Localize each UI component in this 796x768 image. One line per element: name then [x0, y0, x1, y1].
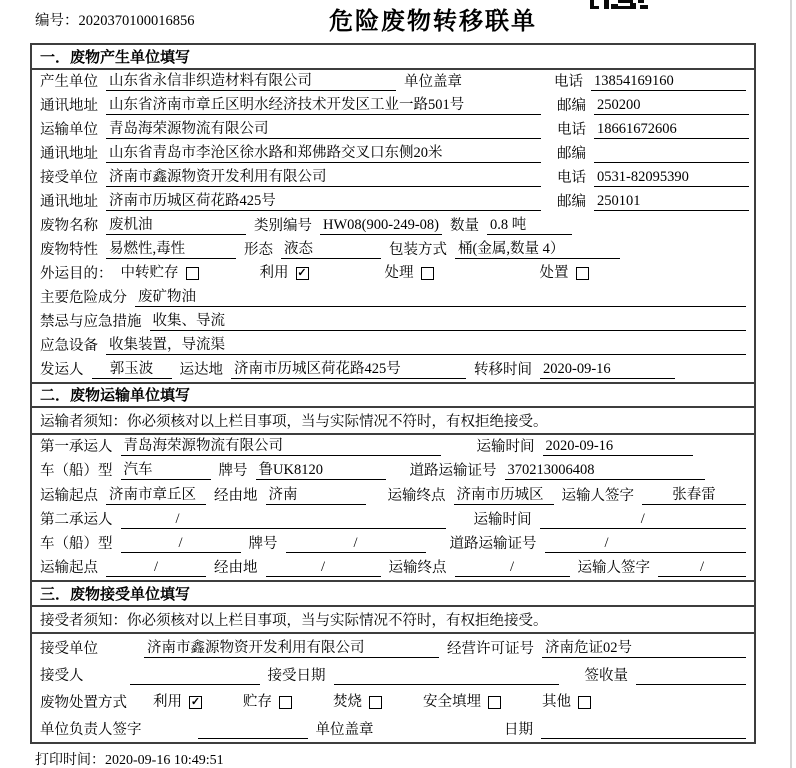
- field-value: 济南市历城区荷花路425号: [106, 192, 541, 211]
- spacer: [106, 657, 136, 658]
- field-value: 济南市历城区: [454, 486, 554, 505]
- form-row: [32, 483, 754, 507]
- form-row: [32, 310, 754, 334]
- checkbox-option: [542, 693, 591, 712]
- field-label: 运输单位: [40, 121, 98, 138]
- field-label: 运输时间: [473, 511, 532, 528]
- field-label: 运达地: [179, 361, 223, 378]
- field-value: [636, 666, 746, 685]
- field-value: /: [540, 510, 747, 529]
- check-mark-icon: ✓: [190, 695, 201, 708]
- field-label: 运输终点: [388, 560, 447, 577]
- spacer: [317, 282, 377, 283]
- field-value: 液态: [281, 240, 381, 259]
- field-value: 济南危证02号: [542, 639, 746, 658]
- form-row: [32, 715, 754, 742]
- field-label: 接受单位: [40, 169, 98, 186]
- spacer: [300, 711, 325, 712]
- form-row: [32, 214, 754, 238]
- form-section: [32, 580, 754, 742]
- spacer: [442, 282, 532, 283]
- field-label: 运输终点: [387, 487, 446, 504]
- field-value: 0531-82095390: [594, 168, 749, 187]
- field-value: 2020-09-16: [540, 360, 675, 379]
- field-label: 包装方式: [389, 241, 447, 258]
- field-label: 单位盖章: [404, 73, 462, 90]
- spacer: [509, 711, 534, 712]
- spacer: [470, 90, 546, 91]
- form-row: [32, 286, 754, 310]
- field-label: 牌号: [218, 463, 248, 480]
- field-label: 邮编: [557, 97, 586, 114]
- field-value: /: [266, 558, 381, 577]
- checkbox-label: 利用: [259, 265, 289, 281]
- field-label: 单位负责人签字: [40, 721, 142, 738]
- section-title: 二．废物运输单位填写: [32, 384, 754, 409]
- field-value: 郭玉波: [92, 360, 172, 379]
- form-row: [32, 118, 754, 142]
- checkbox-label: 处理: [384, 265, 414, 281]
- field-value: 收集装置，导流渠: [106, 336, 746, 355]
- field-value: 废机油: [106, 216, 246, 235]
- form-row: [32, 661, 754, 688]
- field-label: 车（船）型: [40, 535, 113, 552]
- manifest-form: [30, 43, 756, 744]
- spacer: [382, 738, 497, 739]
- field-label: 运输时间: [476, 439, 535, 456]
- field-label: 道路运输证号: [409, 463, 497, 480]
- checkbox-label: 贮存: [243, 694, 272, 711]
- field-label: 签收量: [584, 667, 628, 684]
- spacer: [449, 455, 469, 456]
- checkbox-option: [153, 693, 202, 712]
- field-label: 主要危险成分: [40, 289, 127, 306]
- field-label: 第一承运人: [40, 439, 113, 456]
- serial-value: 2020370100016856: [78, 13, 195, 29]
- field-label: 经由地: [214, 487, 258, 504]
- form-row: [32, 459, 754, 483]
- field-label: 运输起点: [40, 487, 98, 504]
- field-label: 邮编: [557, 145, 586, 162]
- form-section: [32, 45, 754, 382]
- spacer: [135, 711, 145, 712]
- field-value: [334, 666, 559, 685]
- field-label: 电话: [557, 169, 586, 186]
- spacer: [434, 552, 442, 553]
- field-label: 道路运输证号: [449, 535, 537, 552]
- form-row: [32, 262, 754, 286]
- field-value: 济南市鑫源物资开发利用有限公司: [106, 168, 541, 187]
- field-label: 运输人签字: [561, 487, 634, 504]
- form-row: [32, 556, 754, 580]
- field-value: 济南市鑫源物资开发利用有限公司: [144, 639, 439, 658]
- field-label: 日期: [504, 721, 533, 738]
- field-value: 山东省济南市章丘区明水经济技术开发区工业一路501号: [106, 96, 541, 115]
- field-value: /: [121, 534, 241, 553]
- qr-code-fragment: [590, 0, 648, 9]
- field-value: 济南市历城区荷花路425号: [231, 360, 466, 379]
- section-note: 接受者须知：你必须核对以上栏目事项，当与实际情况不符时，有权拒绝接受。: [32, 607, 754, 634]
- checkbox-icon: [578, 696, 591, 709]
- field-value: 济南市章丘区: [106, 486, 206, 505]
- field-label: 应急设备: [40, 337, 98, 354]
- checkbox-label: 中转贮存: [120, 265, 179, 281]
- spacer: [454, 528, 466, 529]
- section-title: 一．废物产生单位填写: [32, 45, 754, 70]
- field-label: 外运目的：: [40, 265, 113, 282]
- field-label: 废物名称: [40, 217, 98, 234]
- field-value: [541, 720, 746, 739]
- checkbox-checked-icon: [189, 696, 202, 709]
- field-value: HW08(900-249-08): [320, 216, 442, 235]
- field-value: 2020-09-16: [543, 437, 693, 456]
- field-label: 禁忌与应急措施: [40, 313, 142, 330]
- field-label: 废物处置方式: [40, 694, 127, 711]
- field-value: [594, 144, 749, 163]
- print-time-label: 打印时间：: [35, 753, 105, 768]
- field-label: 经由地: [214, 560, 258, 577]
- checkbox-icon: [369, 696, 382, 709]
- field-value: 青岛海荣源物流有限公司: [121, 437, 441, 456]
- checkbox-label: 处置: [539, 265, 569, 281]
- field-label: 牌号: [248, 535, 278, 552]
- field-label: 电话: [557, 121, 586, 138]
- checkbox-option: [423, 693, 501, 712]
- form-row: [32, 508, 754, 532]
- field-value: 张春雷: [642, 486, 746, 505]
- field-value: 废矿物油: [135, 288, 746, 307]
- checkbox-option: [333, 693, 382, 712]
- section-note: 运输者须知：你必须核对以上栏目事项，当与实际情况不符时，有权拒绝接受。: [32, 408, 754, 435]
- spacer: [210, 711, 235, 712]
- checkbox-icon: [576, 267, 589, 280]
- field-value: 汽车: [121, 461, 211, 480]
- checkbox-label: 安全填埋: [423, 694, 481, 711]
- checkbox-icon: [421, 267, 434, 280]
- form-row: [32, 238, 754, 262]
- checkbox-icon: [488, 696, 501, 709]
- field-label: 形态: [244, 241, 273, 258]
- checkbox-icon: [186, 267, 199, 280]
- field-value: 13854169160: [591, 72, 746, 91]
- field-label: 通讯地址: [40, 97, 98, 114]
- field-label: 通讯地址: [40, 145, 98, 162]
- checkbox-option: [540, 264, 589, 283]
- checkbox-label: 其他: [542, 694, 571, 711]
- spacer: [150, 738, 190, 739]
- form-row: [32, 334, 754, 358]
- field-label: 第二承运人: [40, 511, 113, 528]
- form-section: [32, 382, 754, 581]
- field-label: 车（船）型: [40, 463, 113, 480]
- spacer: [92, 684, 122, 685]
- spacer: [207, 282, 252, 283]
- checkbox-option: [385, 264, 434, 283]
- checkbox-checked-icon: [296, 267, 309, 280]
- field-label: 运输人签字: [577, 560, 650, 577]
- field-value: 济南: [266, 486, 366, 505]
- spacer: [394, 479, 402, 480]
- check-mark-icon: ✓: [297, 266, 307, 279]
- print-time-value: 2020-09-16 10:49:51: [105, 753, 224, 768]
- field-value: /: [658, 558, 746, 577]
- checkbox-option: [243, 693, 292, 712]
- field-label: 电话: [554, 73, 583, 90]
- field-label: 通讯地址: [40, 193, 98, 210]
- checkbox-label: 焚烧: [333, 694, 362, 711]
- form-row: [32, 634, 754, 661]
- field-label: 接受单位: [40, 640, 98, 657]
- field-label: 接受日期: [267, 667, 326, 684]
- spacer: [390, 711, 415, 712]
- section-title: 三．废物接受单位填写: [32, 582, 754, 607]
- form-row: [32, 70, 754, 94]
- field-label: 接受人: [40, 667, 84, 684]
- form-row: [32, 532, 754, 556]
- field-value: 易燃性,毒性: [106, 240, 236, 259]
- field-value: /: [286, 534, 426, 553]
- page-title: 危险废物转移联单: [329, 8, 537, 35]
- form-row: [32, 190, 754, 214]
- field-value: 收集、导流: [150, 312, 747, 331]
- form-row: [32, 142, 754, 166]
- field-label: 转移时间: [474, 361, 532, 378]
- checkbox-icon: [279, 696, 292, 709]
- field-value: 370213006408: [505, 461, 705, 480]
- field-label: 邮编: [557, 193, 586, 210]
- field-label: 运输起点: [40, 560, 98, 577]
- field-label: 废物特性: [40, 241, 98, 258]
- checkbox-label: 利用: [153, 694, 182, 711]
- field-value: /: [121, 510, 446, 529]
- serial-label: 编号：: [35, 13, 79, 29]
- field-value: 山东省永信非织造材料有限公司: [106, 72, 396, 91]
- field-value: 鲁UK8120: [256, 461, 386, 480]
- field-value: 250101: [594, 192, 749, 211]
- field-value: /: [455, 558, 570, 577]
- field-value: /: [545, 534, 747, 553]
- field-value: 桶(金属,数量 4）: [455, 240, 620, 259]
- form-row: [32, 166, 754, 190]
- field-label: 发运人: [40, 361, 84, 378]
- print-time: [35, 753, 224, 768]
- form-row: [32, 94, 754, 118]
- field-label: 类别编号: [254, 217, 312, 234]
- field-label: 经营许可证号: [447, 640, 534, 657]
- field-value: /: [106, 558, 206, 577]
- field-value: 0.8 吨: [487, 216, 572, 235]
- field-label: 产生单位: [40, 73, 98, 90]
- field-label: 单位盖章: [315, 721, 374, 738]
- spacer: [567, 684, 577, 685]
- spacer: [374, 504, 380, 505]
- checkbox-option: [260, 264, 309, 283]
- field-value: 250200: [594, 96, 749, 115]
- form-row: [32, 435, 754, 459]
- field-value: 18661672606: [594, 120, 749, 139]
- field-label: 数量: [450, 217, 479, 234]
- page-right-edge: [790, 0, 792, 768]
- field-value: 青岛海荣源物流有限公司: [106, 120, 541, 139]
- form-row: [32, 358, 754, 382]
- checkbox-option: [121, 264, 199, 283]
- field-value: 山东省青岛市李沧区徐水路和郑佛路交叉口东侧20米: [106, 144, 541, 163]
- field-value: [198, 720, 308, 739]
- form-row: [32, 688, 754, 715]
- field-value: [130, 666, 260, 685]
